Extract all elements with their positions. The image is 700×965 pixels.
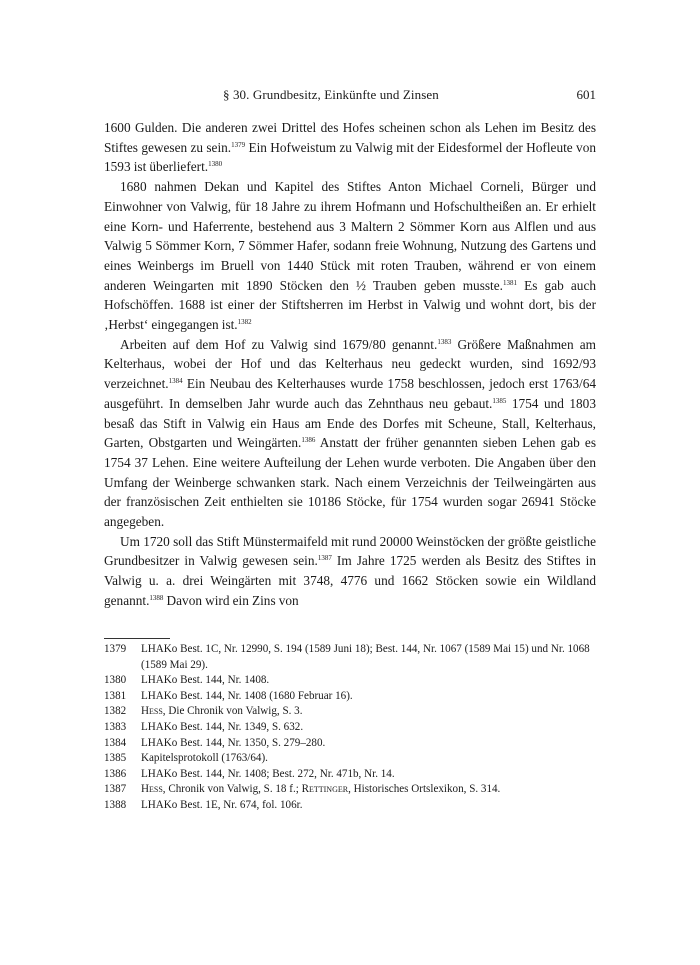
footnote-ref[interactable]: 1383 <box>437 337 452 346</box>
footnote-ref[interactable]: 1388 <box>149 593 164 602</box>
page-number: 601 <box>576 87 596 102</box>
text-run: Ein Neubau des Kelterhauses wurde 1758 beschlossen, jedoch erst 1763/64 ausgeführt. In demselben Jahr wurde auch das Zehnthaus neu gebaut. <box>104 376 596 411</box>
text-run: Anstatt der früher genannten sieben Lehen gab es 1754 37 Lehen. Eine weitere Aufteilung der Lehen wurde verboten. Die Angaben über den Umfang der Weinberge schwanken stark. Nach einem Verzeichnis der Teilweingärten aus der französischen Zeit enthielten sie 10186 Stöcke, für 1754 wurden sogar 26941 Stöcke angegeben. <box>104 435 596 530</box>
text-run: LHAKo Best. 1C, Nr. 12990, S. 194 (1589 Juni 18); Best. 144, Nr. 1067 (1589 Mai 15) und Nr. 1068 (1589 Mai 29). <box>141 643 590 671</box>
author-name: Rettinger <box>301 783 349 796</box>
text-run: 1754 und 1803 besaß das Stift in Valwig ein Haus am Ende des Dorfes mit Scheune, Stall, Kelterhaus, Garten, Obstgarten und Weingärten. <box>104 395 596 451</box>
footnote-ref[interactable]: 1386 <box>301 436 316 445</box>
text-run: , Die Chronik von Valwig, S. 3. <box>162 705 303 718</box>
paragraph <box>104 177 596 335</box>
text-run: LHAKo Best. 144, Nr. 1408; Best. 272, Nr. 471b, Nr. 14. <box>141 767 395 780</box>
footnote-number: 1386 <box>104 767 127 780</box>
text-run: LHAKo Best. 1E, Nr. 674, fol. 106r. <box>141 798 303 811</box>
footnote-separator <box>104 638 170 639</box>
footnote <box>104 642 596 673</box>
text-run: Um 1720 soll das Stift Münstermaifeld mit rund 20000 Weinstöcken der größte geistliche Grundbesitzer in Valwig gewesen sein. <box>104 533 596 569</box>
footnote <box>104 720 596 736</box>
text-run: LHAKo Best. 144, Nr. 1350, S. 279–280. <box>141 736 326 749</box>
text-run: , Historisches Ortslexikon, S. 314. <box>348 783 501 796</box>
footnote-ref[interactable]: 1384 <box>168 377 183 386</box>
footnote <box>104 751 596 767</box>
footnote-ref[interactable]: 1380 <box>208 160 223 169</box>
text-run: 1600 Gulden. Die anderen zwei Drittel des Hofes scheinen schon als Lehen im Besitz des Stiftes gewesen zu sein. <box>104 120 596 155</box>
footnote-ref[interactable]: 1387 <box>317 554 332 563</box>
text-run: LHAKo Best. 144, Nr. 1408. <box>141 674 270 687</box>
author-name: Hess <box>141 783 163 796</box>
footnote <box>104 767 596 783</box>
text-run: , Chronik von Valwig, S. 18 f.; <box>162 783 302 796</box>
footnote-number: 1383 <box>104 720 127 733</box>
text-run: Es gab auch Hofschöffen. 1688 ist einer der Stiftsherren im Herbst in Valwig und wohnt dort, bis der ‚Herbst‘ eingegangen ist. <box>104 277 596 333</box>
footnote <box>104 782 596 798</box>
paragraph <box>104 532 596 611</box>
footnote <box>104 689 596 705</box>
footnote <box>104 798 596 814</box>
footnote <box>104 673 596 689</box>
running-header-title: § 30. Grundbesitz, Einkünfte und Zinsen <box>223 87 439 102</box>
footnotes <box>104 642 596 814</box>
footnote-number: 1379 <box>104 643 127 655</box>
footnote <box>104 736 596 752</box>
text-run: Größere Maßnahmen am Kelterhaus, wobei der Hof und das Kelterhaus neu gedeckt wurden, sind 1692/93 verzeichnet. <box>104 336 596 392</box>
body-text <box>104 118 596 611</box>
footnote-number: 1381 <box>104 689 127 702</box>
author-name: Hess <box>141 705 163 718</box>
paragraph <box>104 118 596 177</box>
footnote-number: 1385 <box>104 752 127 765</box>
text-run: LHAKo Best. 144, Nr. 1408 (1680 Februar 16). <box>141 689 353 702</box>
text-run: Davon wird ein Zins von <box>163 592 299 608</box>
footnote-ref[interactable]: 1385 <box>492 396 507 405</box>
footnote <box>104 704 596 720</box>
footnote-number: 1388 <box>104 798 127 811</box>
text-run: Arbeiten auf dem Hof zu Valwig sind 1679/80 genannt. <box>120 336 438 352</box>
text-run: LHAKo Best. 144, Nr. 1349, S. 632. <box>141 720 304 733</box>
footnote-number: 1384 <box>104 736 127 749</box>
footnote-number: 1382 <box>104 705 127 718</box>
footnote-number: 1387 <box>104 783 127 796</box>
text-run: Kapitelsprotokoll (1763/64). <box>141 752 268 765</box>
paragraph <box>104 335 596 532</box>
text-run: Ein Hofweistum zu Valwig mit der Eidesformel der Hofleute von 1593 ist überliefert. <box>104 139 596 175</box>
footnote-number: 1380 <box>104 674 127 687</box>
text-run: Im Jahre 1725 werden als Besitz des Stiftes in Valwig u. a. drei Weingärten mit 3748, 4776 und 1662 Stöcken sowie ein Wildland genannt. <box>104 553 596 608</box>
footnote-ref[interactable]: 1382 <box>237 318 252 327</box>
footnote-ref[interactable]: 1379 <box>231 140 246 149</box>
text-run: 1680 nahmen Dekan und Kapitel des Stiftes Anton Michael Corneli, Bürger und Einwohner von Valwig, für 18 Jahre zu ihrem Hofmann und Hofschultheißen an. Er erhielt eine Korn- und Haferrente, bestehend aus 3 Maltern 2 Sömmer Korn aus Alflen und aus Valwig 5 Sömmer Korn, 7 Sömmer Hafer, sodann freie Wohnung, Nutzung des Gartens und eines Weinbergs im Bruell von 1440 Stück mit roten Trauben, während er von einem anderen Weingarten mit 1890 Stöcken den ½ Trauben geben musste. <box>104 179 596 293</box>
footnote-ref[interactable]: 1381 <box>502 278 517 287</box>
